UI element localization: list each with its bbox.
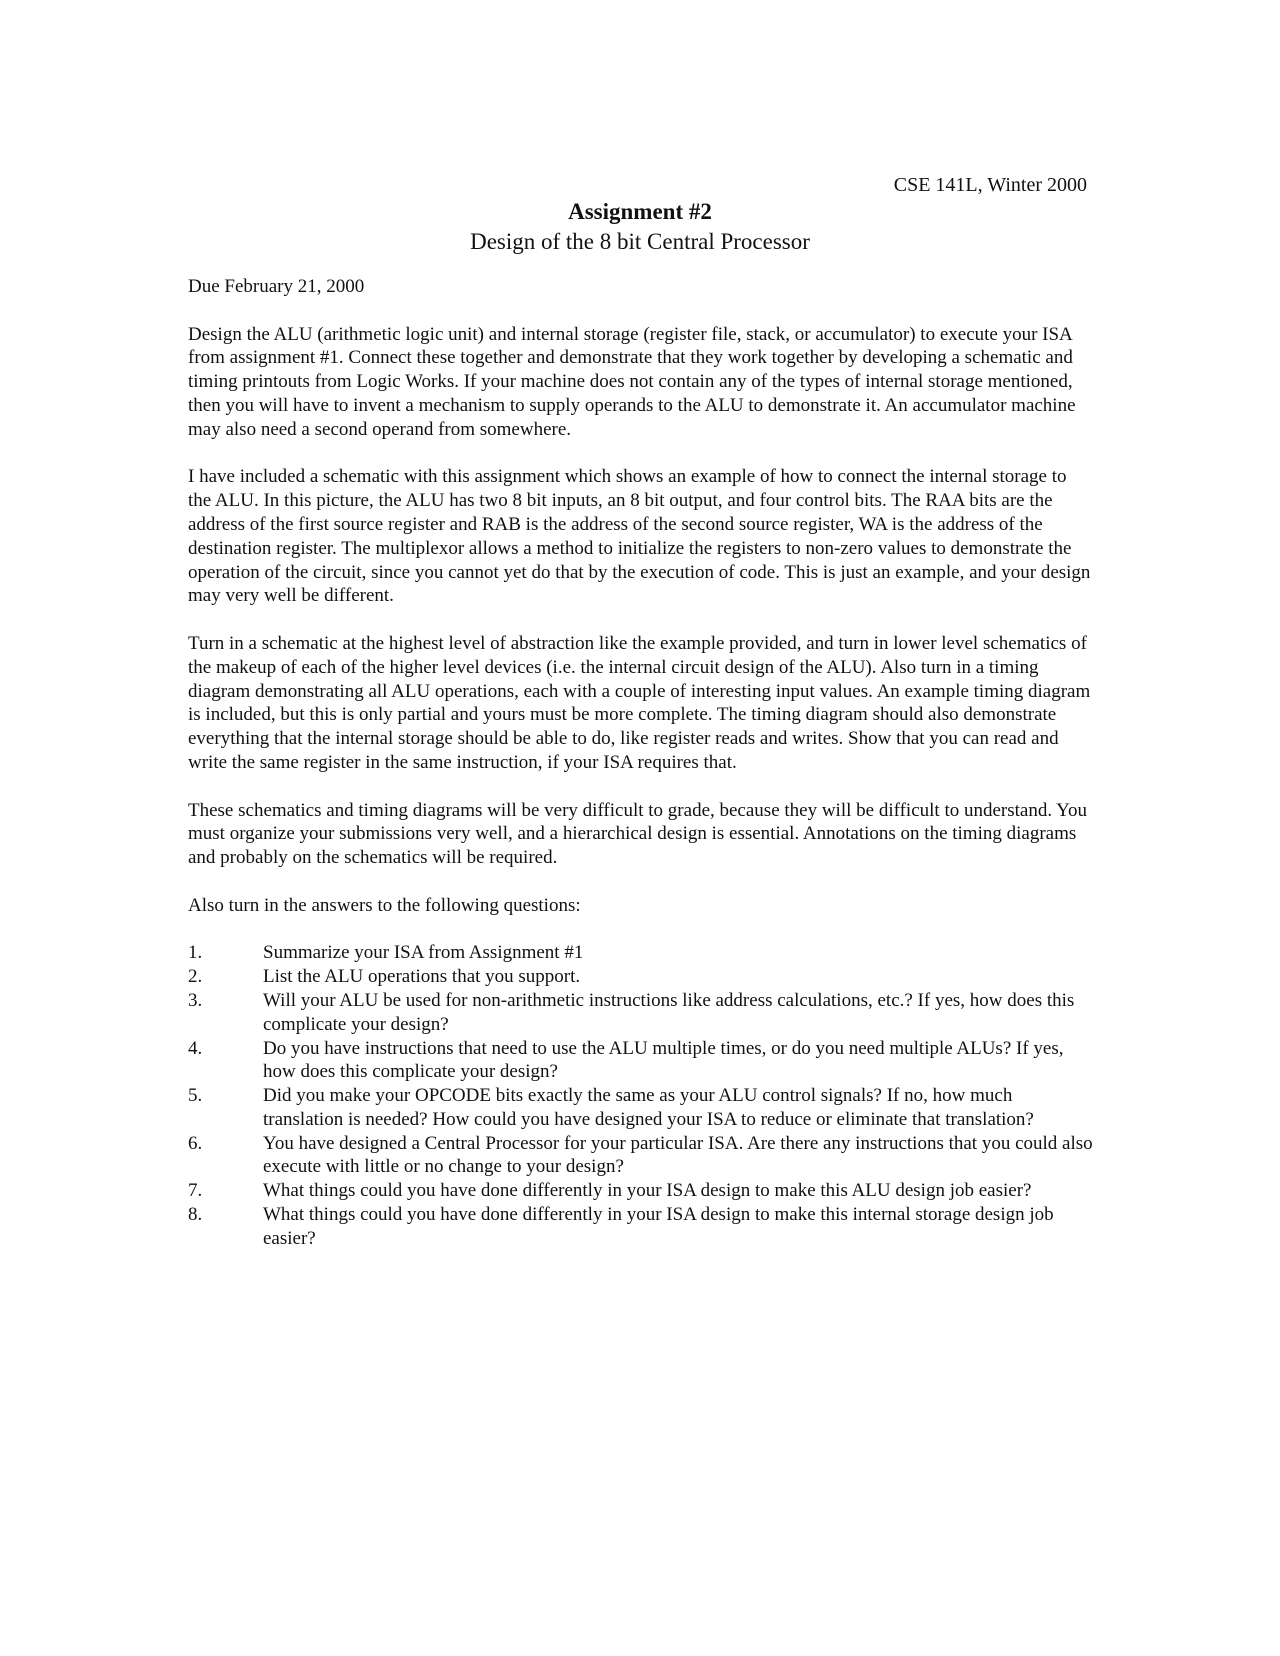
paragraph-alu-design: Design the ALU (arithmetic logic unit) and internal storage (register file, stack, or accumulator) to execute your ISA from assignment #1. Connect these together and demonstrate that they work together by developing a schematic and timing printouts from Logic Works. If your machine does not contain any of the types of internal storage mentioned, then you will have to invent a mechanism to supply operands to the ALU to demonstrate it. An accumulator machine may also need a second operand from somewhere. [188,323,1076,440]
question-number: 6. [188,1132,203,1154]
question-number: 5. [188,1085,203,1107]
question-number: 2. [188,966,203,988]
question-text: Will your ALU be used for non-arithmetic instructions like address calculations, etc.? If yes, how does this complicate your design? [263,989,1075,1035]
question-text: Did you make your OPCODE bits exactly the same as your ALU control signals? If no, how much translation is needed? How could you have designed your ISA to reduce or eliminate that translation? [263,1085,1034,1130]
question-number: 4. [188,1037,203,1059]
question-item [188,1179,1093,1203]
questions-list [188,941,1093,1250]
question-number: 8. [188,1204,203,1226]
question-number: 7. [188,1180,203,1202]
paragraph-grading: These schematics and timing diagrams will be very difficult to grade, because they will be difficult to understand. You must organize your submissions very well, and a hierarchical design is essential. Annotations on the timing diagrams and probably on the schematics will be required. [188,799,1087,869]
paragraph-schematic-example: I have included a schematic with this assignment which shows an example of how to connect the internal storage to the ALU. In this picture, the ALU has two 8 bit inputs, an 8 bit output, and four control bits. The RAA bits are the address of the first source register and RAB is the address of the second source register, WA is the address of the destination register. The multiplexor allows a method to initialize the registers to non-zero values to demonstrate the operation of the circuit, since you cannot yet do that by the execution of code. This is just an example, and your design may very well be different. [188,466,1091,607]
question-item [188,1132,1093,1180]
question-text: What things could you have done differently in your ISA design to make this ALU design job easier? [263,1180,1032,1202]
question-item [188,941,1093,965]
question-text: List the ALU operations that you support. [263,966,581,988]
question-item [188,1037,1093,1085]
question-item [188,1084,1093,1132]
question-text: Summarize your ISA from Assignment #1 [263,942,584,964]
question-number: 3. [188,989,203,1011]
due-date: Due February 21, 2000 [188,276,365,297]
question-item [188,1203,1093,1251]
course-header: CSE 141L, Winter 2000 [893,174,1087,196]
question-text: What things could you have done differently in your ISA design to make this internal storage design job easier? [263,1204,1054,1249]
question-number: 1. [188,942,203,964]
paragraph-turn-in: Turn in a schematic at the highest level of abstraction like the example provided, and turn in lower level schematics of the makeup of each of the higher level devices (i.e. the internal circuit design of the ALU). Also turn in a timing diagram demonstrating all ALU operations, each with a couple of interesting input values. An example timing diagram is included, but this is only partial and yours must be more complete. The timing diagram should also demonstrate everything that the internal storage should be able to do, like register reads and writes. Show that you can read and write the same register in the same instruction, if your ISA requires that. [188,632,1091,773]
assignment-title: Assignment #2 [568,199,712,224]
document-body [188,275,1093,1251]
question-item [188,965,1093,989]
question-item [188,989,1093,1037]
assignment-subtitle: Design of the 8 bit Central Processor [470,229,810,254]
paragraph-questions-intro: Also turn in the answers to the following questions: [188,894,581,916]
question-text: You have designed a Central Processor for your particular ISA. Are there any instructions that you could also execute with little or no change to your design? [263,1132,1093,1178]
question-text: Do you have instructions that need to use the ALU multiple times, or do you need multiple ALUs? If yes, how does this complicate your design? [263,1037,1064,1083]
